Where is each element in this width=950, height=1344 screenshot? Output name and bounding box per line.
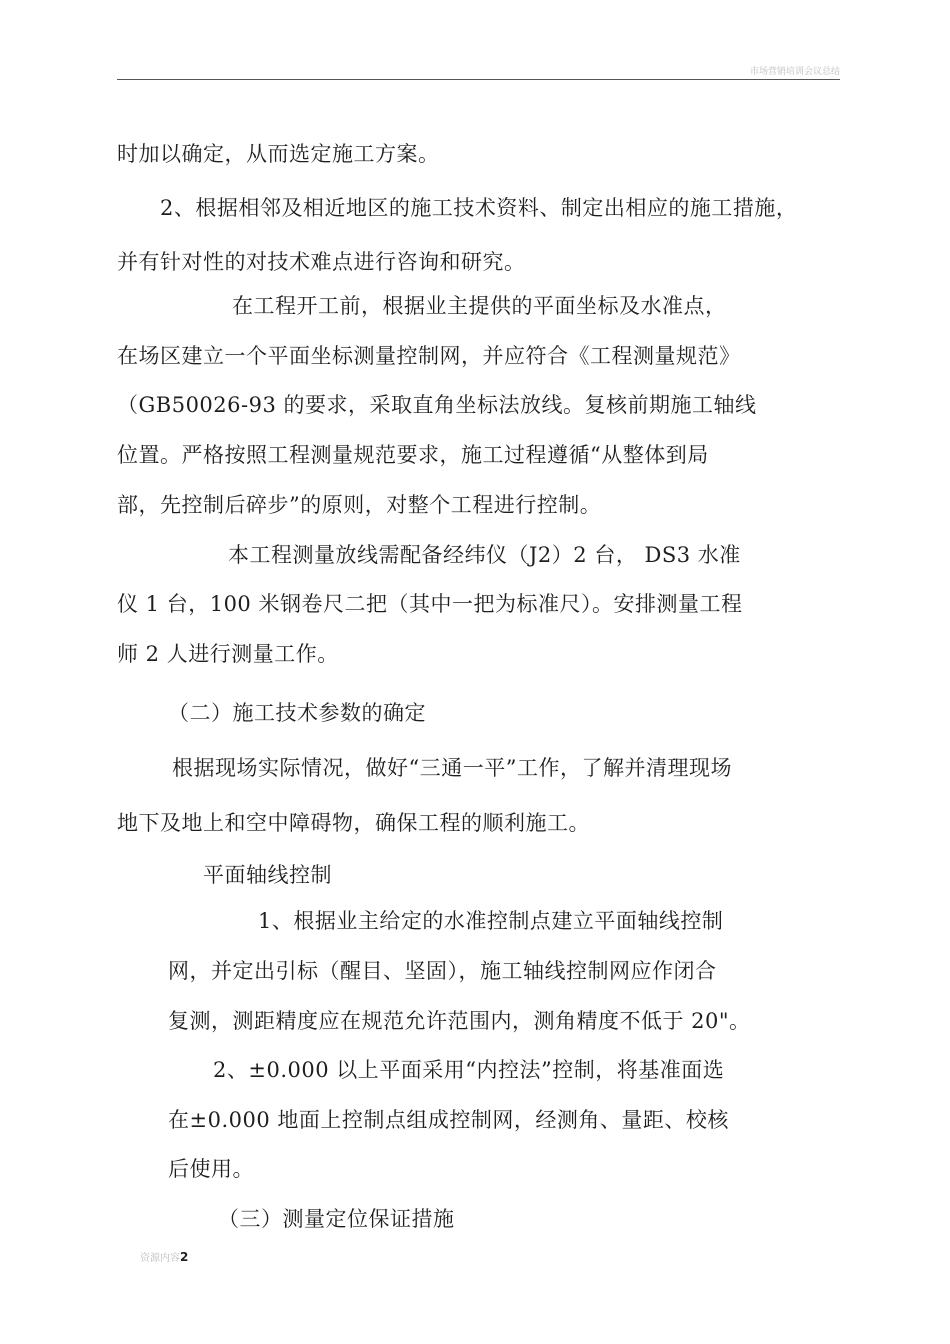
body-line-7: 位置。严格按照工程测量规范要求，施工过程遵循“从整体到局 [117, 443, 709, 467]
running-header: 市场营销培训会议总结 [749, 67, 840, 77]
body-line-3: 并有针对性的对技术难点进行咨询和研究。 [117, 250, 526, 274]
body-line-4: 在工程开工前，根据业主提供的平面坐标及水准点， [232, 294, 727, 318]
body-line-2: 2、根据相邻及相近地区的施工技术资料、制定出相应的施工措施， [160, 196, 798, 220]
body-line-1: 时加以确定，从而选定施工方案。 [117, 142, 440, 166]
body-line-18: 复测，测距精度应在规范允许范围内，测角精度不低于 20"。 [168, 1009, 751, 1033]
body-line-8: 部，先控制后碎步”的原则，对整个工程进行控制。 [117, 493, 602, 517]
section-heading-2: （二）施工技术参数的确定 [168, 701, 426, 725]
footer-label: 资源内容 [140, 1253, 180, 1264]
section-heading-3: （三）测量定位保证措施 [218, 1207, 455, 1231]
page-number: 2 [180, 1250, 189, 1264]
body-line-9: 本工程测量放线需配备经纬仪（J2）2 台， DS3 水准 [228, 543, 741, 567]
header-rule [117, 79, 840, 80]
page-footer [140, 1249, 188, 1264]
body-line-6: （GB50026-93 的要求，采取直角坐标法放线。复核前期施工轴线 [117, 393, 757, 417]
body-line-17: 网，并定出引标（醒目、坚固），施工轴线控制网应作闭合 [168, 959, 717, 983]
body-line-5: 在场区建立一个平面坐标测量控制网，并应符合《工程测量规范》 [117, 344, 741, 368]
subheading-axis-control: 平面轴线控制 [203, 863, 332, 887]
body-line-19: 2、±0.000 以上平面采用“内控法”控制，将基准面选 [213, 1058, 725, 1082]
body-line-13: 根据现场实际情况，做好“三通一平”工作，了解并清理现场 [172, 756, 732, 780]
body-line-10: 仪 1 台，100 米钢卷尺二把（其中一把为标准尺）。安排测量工程 [117, 592, 743, 616]
body-line-11: 师 2 人进行测量工作。 [117, 642, 339, 666]
body-line-16: 1、根据业主给定的水准控制点建立平面轴线控制 [258, 909, 724, 933]
body-line-14: 地下及地上和空中障碍物，确保工程的顺利施工。 [117, 811, 590, 835]
body-line-20: 在±0.000 地面上控制点组成控制网，经测角、量距、校核 [168, 1108, 729, 1132]
body-line-21: 后使用。 [168, 1157, 254, 1181]
